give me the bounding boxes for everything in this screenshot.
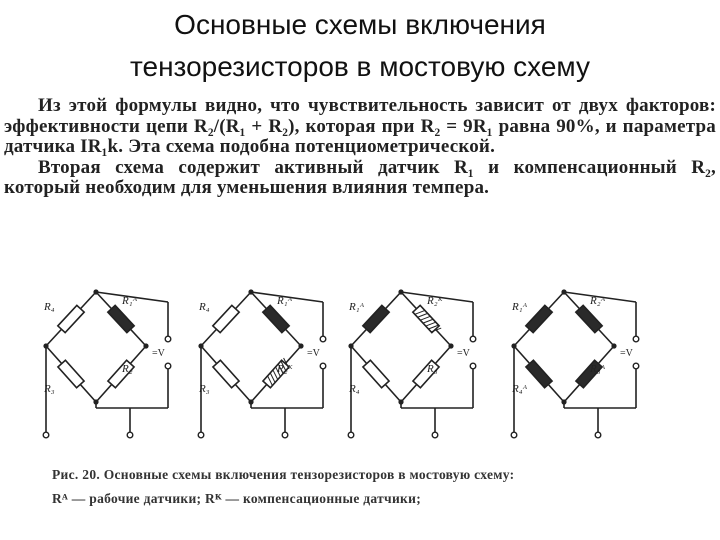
- bridge-diagram: [511, 289, 639, 437]
- label-top-left: R₄: [199, 301, 210, 313]
- resistor-bottom-left: [526, 360, 552, 388]
- resistor-bottom-left: [213, 360, 239, 388]
- supply-voltage-label: =V: [307, 348, 320, 359]
- label-bottom-right: R₃ᴬ: [590, 363, 606, 375]
- output-terminal: [595, 432, 601, 438]
- title-line-2: тензорезисторов в мостовую схему: [130, 51, 590, 82]
- label-top-right: R₂ᴬ: [590, 295, 606, 307]
- supply-voltage-label: =V: [620, 348, 633, 359]
- label-top-right: R₁ᴬ: [122, 295, 138, 307]
- supply-terminal: [320, 336, 326, 342]
- label-bottom-left: R₃: [44, 383, 55, 395]
- resistor-top-left: [363, 305, 389, 332]
- paragraph-1: Из этой формулы видно, что чувствительность зависит от двух факторов: эффективности цепи R₂/(R₁ + R₂), которая при R₂ = 9R₁ равна 90%, и параметра датчика IR₁k. Эта схема подобна потенциометрической.: [4, 95, 716, 157]
- resistor-top-left: [213, 305, 239, 332]
- resistor-top-right: [576, 305, 602, 332]
- output-terminal: [43, 432, 49, 438]
- figure-caption: [52, 463, 612, 511]
- label-top-right: R₂ᴷ: [427, 295, 443, 307]
- caption-line-2: Rᴬ — рабочие датчики; Rᴷ — компенсационные датчики;: [52, 491, 421, 506]
- label-bottom-right: R₂ᴷ: [277, 363, 293, 375]
- label-top-left: R₁ᴬ: [512, 301, 528, 313]
- supply-terminal: [633, 336, 639, 342]
- title-line-1: Основные схемы включения: [174, 9, 546, 40]
- label-bottom-right: R₂: [122, 363, 133, 375]
- bridge-diagram: [198, 289, 326, 437]
- label-bottom-right: R₃: [427, 363, 438, 375]
- supply-terminal: [470, 363, 476, 369]
- supply-terminal: [320, 363, 326, 369]
- supply-terminal: [633, 363, 639, 369]
- resistor-bottom-left: [58, 360, 84, 388]
- supply-terminal: [470, 336, 476, 342]
- bridge-diagram: [348, 289, 476, 437]
- bridge-circuit-figure: [30, 280, 640, 460]
- supply-voltage-label: =V: [152, 348, 165, 359]
- caption-line-1: Рис. 20. Основные схемы включения тензорезисторов в мостовую схему:: [52, 467, 515, 482]
- label-top-left: R₄: [44, 301, 55, 313]
- label-top-left: R₁ᴬ: [349, 301, 365, 313]
- supply-terminal: [165, 336, 171, 342]
- output-terminal: [348, 432, 354, 438]
- output-terminal: [432, 432, 438, 438]
- resistor-top-left: [58, 305, 84, 332]
- output-terminal: [511, 432, 517, 438]
- label-bottom-left: R₄: [349, 383, 360, 395]
- resistor-bottom-left: [363, 360, 389, 388]
- output-terminal: [198, 432, 204, 438]
- scanned-text: [4, 96, 716, 199]
- label-bottom-left: R₄ᴬ: [512, 383, 528, 395]
- resistor-top-right: [108, 305, 134, 332]
- output-terminal: [127, 432, 133, 438]
- resistor-top-left: [526, 305, 552, 332]
- supply-terminal: [165, 363, 171, 369]
- supply-voltage-label: =V: [457, 348, 470, 359]
- paragraph-2: Вторая схема содержит активный датчик R₁ и компенсационный R₂, который необходим для уменьшения влияния темпера.: [4, 156, 716, 198]
- label-bottom-left: R₃: [199, 383, 210, 395]
- label-top-right: R₁ᴬ: [277, 295, 293, 307]
- slide-title: [0, 4, 720, 88]
- resistor-top-right: [263, 305, 289, 332]
- output-terminal: [282, 432, 288, 438]
- bridge-diagram: [43, 289, 171, 437]
